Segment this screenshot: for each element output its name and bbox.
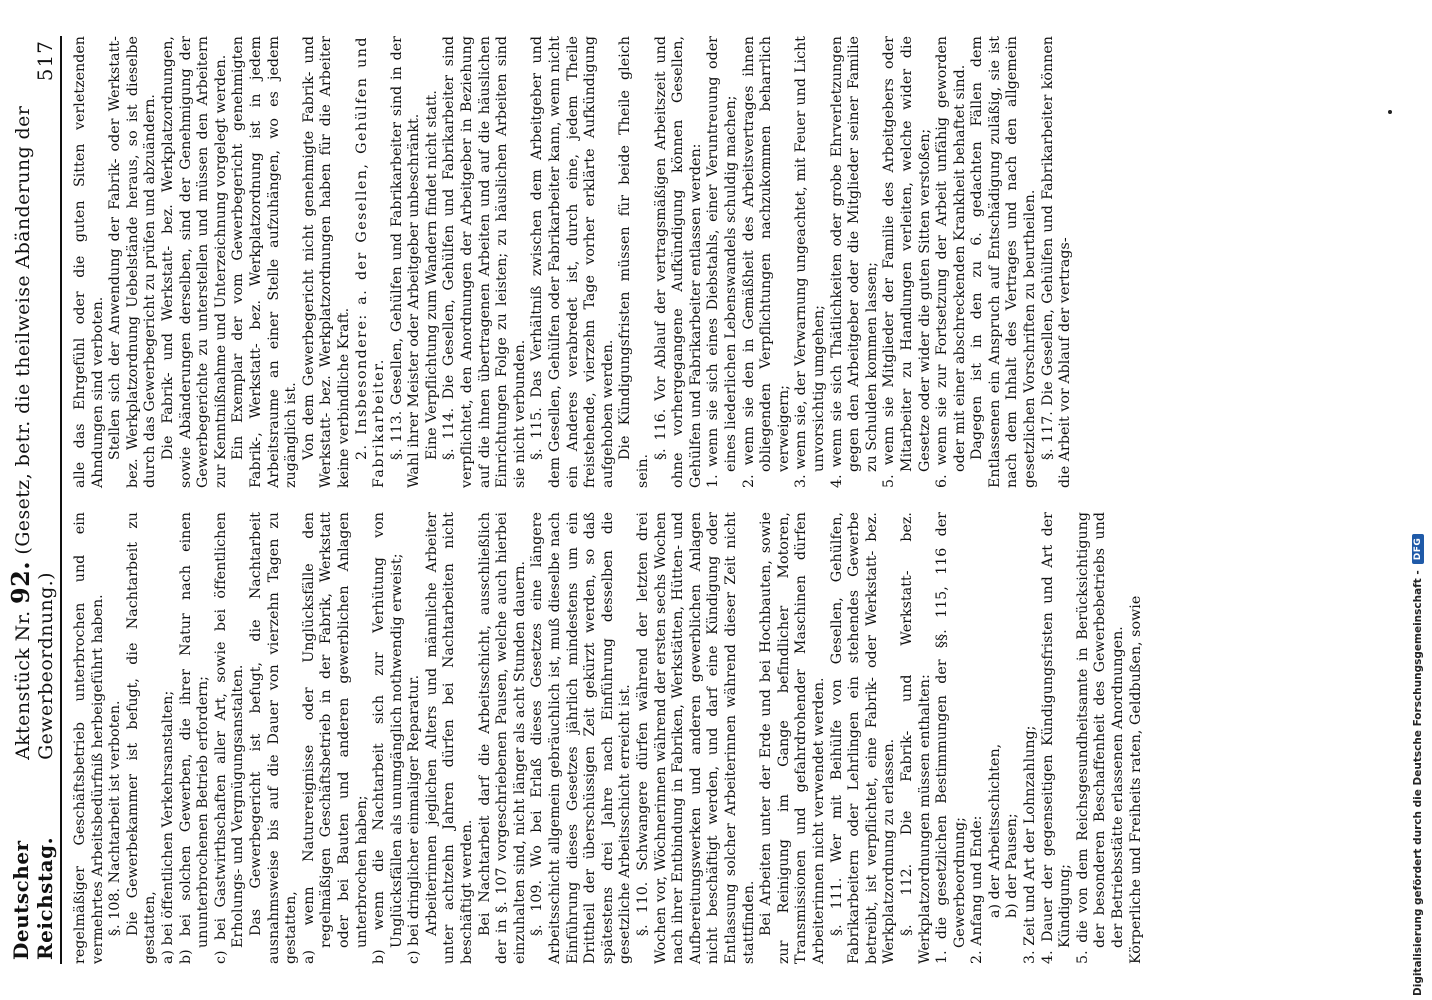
header-document-label: Aktenstück Nr. (12, 610, 34, 760)
list-item: a) bei öffentlichen Verkehrsanstalten; (159, 690, 176, 964)
list-item: 1. wenn sie sich eines Diebstahls, einer Veruntreuung oder eines liederlichen Lebenswandels schuldig machen; (705, 36, 739, 488)
list-item: 3. wenn sie, der Verwarnung ungeachtet, mit Feuer und Licht unvorsichtig umgehen; (793, 36, 827, 488)
list-item: a) wenn Naturereignisse oder Unglücksfälle den regelmäßigen Geschäftsbetrieb in der Fabrik, Werkstatt oder bei Bauten und anderen gewerblichen Anlagen unterbrochen haben; (300, 512, 370, 964)
list-item: 2. wenn sie den in Gemäßheit des Arbeitsvertrages ihnen obliegenden Verpflichtungen nachzukommen beharrlich verweigern; (740, 36, 792, 488)
header-document-number: 92. (6, 561, 35, 604)
paragraph: Die Gewerbekammer ist befugt, die Nachtarbeit zu gestatten, (124, 512, 159, 964)
paragraph-section-111: §. 111. Wer mit Beihülfe von Gesellen, Gehülfen, Fabrikarbeitern oder Lehrlingen ein stehendes Gewerbe betreibt, ist verpflichtet, eine Fabrik- oder Werkstatt- bez. Werkplatzordnung zu erlassen. (828, 512, 898, 964)
paragraph: Bei Arbeiten unter der Erde und bei Hochbauten, sowie zur Reinigung im Gange befindlicher Motoren, Transmissionen und gefahrdrohender Maschinen dürfen Arbeiterinnen nicht verwendet werden. (758, 512, 827, 964)
list-item: 2. Anfang und Ende: (969, 815, 986, 964)
header-publication: Deutscher Reichstag. (9, 836, 57, 960)
paragraph-section-108: §. 108. Nachtarbeit ist verboten. (107, 700, 124, 936)
left-text-column (72, 512, 1145, 964)
list-item: c) bei Gastwirthschaften aller Art, sowie bei öffentlichen Erholungs- und Vergnügungsanstalten. (212, 512, 247, 964)
paragraph: Die Fabrik- und Werkstatt- bez. Werkplatzordnungen, sowie Abänderungen derselben, sind der Genehmigung der Gewerbegerichte zu unterstellen und müssen den Arbeitern zur Kenntnißnahme und Unterzeichnung vorgelegt werden. (159, 36, 229, 488)
list-item: 4. Dauer der gegenseitigen Kündigungsfristen und Art der Kündigung; (1039, 512, 1074, 964)
paragraph-section-109: §. 109. Wo bei Erlaß dieses Gesetzes eine längere Arbeitsschicht allgemein gebräuchlich ist, muß dieselbe nach Einführung dieses Gesetzes jährlich mindestens um ein Drittheil der überschüssigen Zeit gekürzt werden, so daß spätestens drei Jahre nach Einführung desselben die gesetzliche Arbeitsschicht erreicht ist. (529, 512, 634, 964)
paragraph: Das Gewerbegericht ist befugt, die Nachtarbeit ausnahmsweise bis auf die Dauer von vierzehn Tagen zu gestatten, (247, 512, 300, 964)
paragraph: regelmäßiger Geschäftsbetrieb unterbrochen und ein vermehrtes Arbeitsbedürfniß herbeigeführt haben. (72, 512, 106, 964)
paragraph: Stellen sich der Anwendung der Fabrik- oder Werkstatt- bez. Werkplatzordnung Uebelstände heraus, so ist dieselbe durch das Gewerbegericht zu prüfen und abzuändern. (107, 36, 159, 488)
list-item: 4. wenn sie sich Thätlichkeiten oder grobe Ehrverletzungen gegen den Arbeitgeber oder die Mitglieder seiner Familie zu Schulden kommen lassen; (828, 36, 880, 488)
header-law-title: (Gesetz, betr. die theilweise Abänderung der Gewerbeordnung.) (12, 105, 57, 760)
scan-speck (1388, 110, 1392, 114)
right-text-column (72, 36, 1145, 488)
list-item: 6. wenn sie zur Fortsetzung der Arbeit unfähig geworden oder mit einer abschreckenden Krankheit behaftet sind. (934, 36, 968, 488)
list-item: 5. wenn sie Mitglieder der Familie des Arbeitgebers oder Mitarbeiter zu Handlungen verleiten, welche wider die Gesetze oder wider die guten Sitten verstoßen; (881, 36, 933, 488)
paragraph-section-113: §. 113. Gesellen, Gehülfen und Fabrikarbeiter sind in der Wahl ihrer Meister oder Arbeitgeber unbeschränkt. (388, 36, 423, 488)
paragraph: alle das Ehrgefühl oder die guten Sitten verletzenden Ahndungen sind verboten. (72, 36, 106, 488)
watermark-text: Digitalisierung gefördert durch die Deutsche Forschungsgemeinschaft - (1412, 570, 1424, 996)
paragraph: Körperliche und Freiheits raten, Geldbußen, sowie (1127, 595, 1144, 964)
paragraph-section-112: §. 112. Die Fabrik- und Werkstatt- bez. Werkplatzordnungen müssen enthalten: (898, 512, 933, 964)
paragraph: Von dem Gewerbegericht nicht genehmigte Fabrik- und Werkstatt- bez. Werkplatzordnungen haben für die Arbeiter keine verbindliche Kraft. (300, 36, 352, 488)
list-subitem: b) der Pausen; (1004, 813, 1021, 918)
list-subitem: a) der Arbeitsschichten, (986, 743, 1003, 918)
paragraph-section-110: §. 110. Schwangere dürfen während der letzten drei Wochen vor, Wöchnerinnen während der ersten sechs Wochen nach ihrer Entbindung in Fabriken, Werkstätten, Hütten- und Aufbereitungswerken und anderen gewerblichen Anlagen nicht beschäftigt werden, und darf eine Kündigung oder Entlassung solcher Arbeiterinnen während dieser Zeit nicht stattfinden. (635, 512, 757, 964)
paragraph: Eine Verpflichtung zum Wandern findet nicht statt. (423, 90, 440, 460)
paragraph-section-115: §. 115. Das Verhältniß zwischen dem Arbeitgeber und dem Gesellen, Gehülfen oder Fabrikarbeiter kann, wenn nicht ein Anderes verabredet ist, durch eine, jedem Theile freistehende, vierzehn Tage vorher erklärte Aufkündigung aufgehoben werden. (529, 36, 616, 488)
paragraph: Die Kündigungsfristen müssen für beide Theile gleich sein. (617, 36, 651, 488)
digitization-watermark (1412, 534, 1424, 996)
paragraph: Arbeiterinnen jeglichen Alters und männliche Arbeiter unter achtzehn Jahren dürfen bei Nachtarbeiten nicht beschäftigt werden. (423, 512, 476, 964)
header-document-title (6, 81, 57, 760)
page-header (6, 36, 62, 964)
list-item: 3. Zeit und Art der Lohnzahlung; (1022, 725, 1039, 964)
list-item: c) bei dringlicher einmaliger Reparatur. (406, 674, 423, 964)
list-item: b) wenn die Nachtarbeit sich zur Verhütung von Unglücksfällen als unumgänglich nothwendig erweist; (371, 512, 405, 964)
paragraph: Bei Nachtarbeit darf die Arbeitsschicht, ausschließlich der in §. 107 vorgeschriebenen Pausen, welche auch hierbei einzuhalten sind, nicht länger als acht Stunden dauern. (476, 512, 528, 964)
list-item: b) bei solchen Gewerben, die ihrer Natur nach einen ununterbrochenen Betrieb erfordern; (177, 512, 212, 964)
paragraph-section-116: §. 116. Vor Ablauf der vertragsmäßigen Arbeitszeit und ohne vorhergegangene Aufkündigung können Gesellen, Gehülfen und Fabrikarbeiter entlassen werden: (652, 36, 704, 488)
list-item: 5. die von dem Reichsgesundheitsamte in Berücksichtigung der besonderen Beschaffenheit des Gewerbebetriebs und der Betriebsstätte erlassenen Anordnungen. (1074, 512, 1127, 964)
paragraph-section-117: §. 117. Die Gesellen, Gehülfen und Fabrikarbeiter können die Arbeit vor Ablauf der vertrags- (1039, 36, 1074, 488)
section-heading: 2. Insbesondere: a. der Gesellen, Gehülfen und Fabrikarbeiter. (353, 36, 388, 488)
paragraph: Dagegen ist in den zu 6. gedachten Fällen dem Entlassenen ein Anspruch auf Entschädigung zuläßig, sie ist nach dem Inhalt des Vertrages und nach den allgemein gesetzlichen Vorschriften zu beurtheilen. (969, 36, 1039, 488)
rotated-document-page (6, 22, 1312, 978)
paragraph: Ein Exemplar der vom Gewerbegericht genehmigten Fabrik-, Werkstatt- bez. Werkplatzordnung ist in jedem Arbeitsraume an einer Stelle aufzuhängen, wo es jedem zugänglich ist. (230, 36, 300, 488)
dfg-logo-icon: DFG (1412, 534, 1424, 565)
page-number: 517 (33, 40, 57, 82)
paragraph-section-114: §. 114. Die Gesellen, Gehülfen und Fabrikarbeiter sind verpflichtet, den Anordnungen der Arbeitgeber in Beziehung auf die ihnen übertragenen Arbeiten und auf die häuslichen Einrichtungen Folge zu leisten; zu häuslichen Arbeiten sind sie nicht verbunden. (441, 36, 528, 488)
list-item: 1. die gesetzlichen Bestimmungen der §§. 115, 116 der Gewerbeordnung; (934, 512, 968, 964)
